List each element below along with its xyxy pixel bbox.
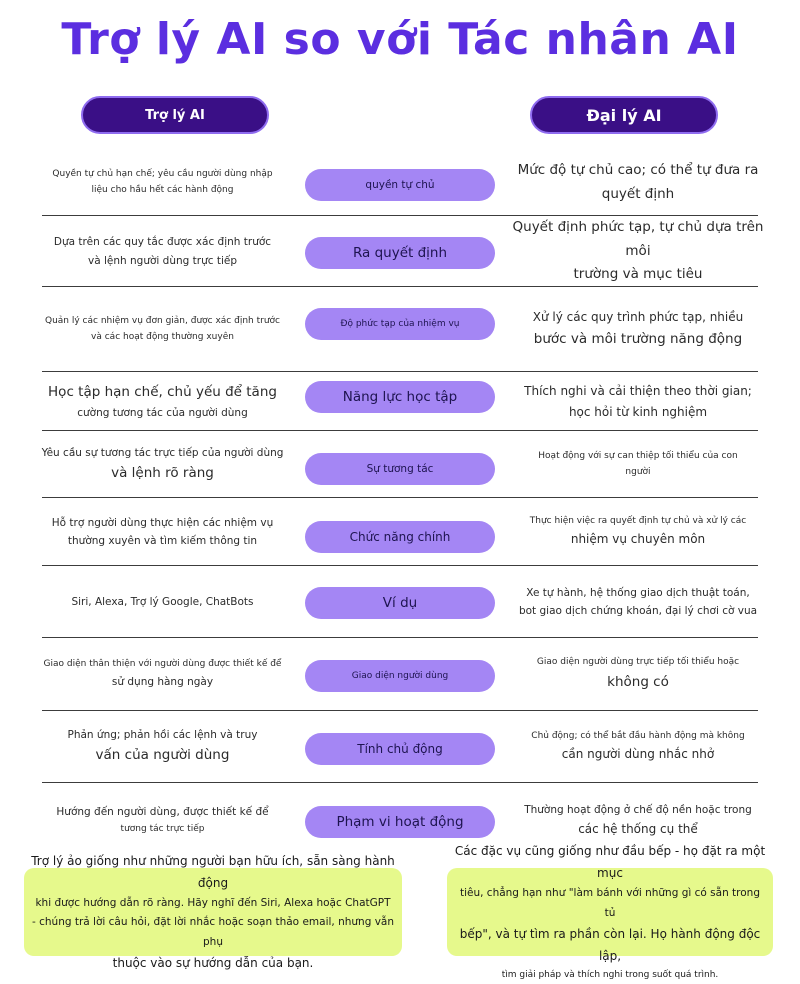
agent-text: nhiệm vụ chuyên môn [570, 532, 706, 547]
assistant-text: vấn của người dùng [95, 747, 230, 764]
agent-cell [506, 638, 770, 711]
category-pill: Tính chủ động [305, 733, 495, 765]
agent-text: Thường hoạt động ở chế độ nền hoặc trong [524, 803, 752, 816]
assistant-cell [40, 372, 285, 431]
agent-text: bot giao dịch chứng khoán, đại lý chơi cờ vua [518, 605, 758, 617]
agent-text: Thực hiện việc ra quyết định tự chủ và xử lý các [529, 515, 747, 526]
assistant-text: thường xuyên và tìm kiếm thông tin [67, 535, 258, 547]
category-pill: Chức năng chính [305, 521, 495, 553]
agent-cell [506, 498, 770, 566]
note-assistant [24, 853, 402, 971]
comparison-row [0, 498, 800, 566]
assistant-text: cường tương tác của người dùng [77, 407, 248, 420]
category-pill: Sự tương tác [305, 453, 495, 485]
note-line: thuộc vào sự hướng dẫn của bạn. [112, 956, 314, 971]
agent-cell [506, 150, 770, 216]
assistant-text: Phản ứng; phản hồi các lệnh và truy [67, 729, 258, 741]
agent-text: quyết định [601, 186, 675, 202]
assistant-cell [40, 287, 285, 372]
assistant-text: Quản lý các nhiệm vụ đơn giản, được xác định trước [45, 315, 280, 326]
note-line: tìm giải pháp và thích nghi trong suốt quá trình. [501, 970, 719, 981]
agent-text: người [625, 466, 651, 477]
agent-cell [506, 216, 770, 287]
assistant-text: và các hoạt động thường xuyên [91, 331, 234, 342]
assistant-cell [40, 498, 285, 566]
agent-text: Chủ động; có thể bắt đầu hành động mà không [531, 730, 745, 741]
assistant-cell [40, 638, 285, 711]
agent-cell [506, 711, 770, 783]
assistant-text: Dựa trên các quy tắc được xác định trước [53, 236, 272, 249]
agent-text: Hoạt động với sự can thiệp tối thiểu của con [538, 450, 738, 461]
assistant-text: sử dụng hàng ngày [111, 676, 214, 689]
agent-text: các hệ thống cụ thể [578, 822, 698, 837]
agent-text: Mức độ tự chủ cao; có thể tự đưa ra [517, 162, 759, 179]
agent-cell [506, 372, 770, 431]
comparison-row [0, 566, 800, 638]
note-agent [447, 843, 773, 981]
agent-cell [506, 566, 770, 638]
note-line: Trợ lý ảo giống như những người bạn hữu ích, sẵn sàng hành động [31, 853, 395, 890]
assistant-cell [40, 711, 285, 783]
assistant-cell [40, 150, 285, 216]
assistant-cell [40, 431, 285, 498]
assistant-text: Quyền tự chủ hạn chế; yêu cầu người dùng nhập [52, 169, 273, 180]
agent-text: cần người dùng nhắc nhở [561, 747, 715, 762]
agent-text: Xử lý các quy trình phức tạp, nhiều [532, 310, 744, 325]
category-pill: quyền tự chủ [305, 169, 495, 201]
category-pill: Giao diện người dùng [305, 660, 495, 692]
comparison-row [0, 711, 800, 783]
category-pill: Độ phức tạp của nhiệm vụ [305, 308, 495, 340]
note-line: tiêu, chẳng hạn như "làm bánh với những gì có sẵn trong tủ [459, 887, 761, 919]
assistant-text: Học tập hạn chế, chủ yếu để tăng [48, 383, 277, 400]
assistant-cell [40, 566, 285, 638]
assistant-text: và lệnh người dùng trực tiếp [88, 254, 237, 267]
note-line: - chúng trả lời câu hỏi, đặt lời nhắc hoặc soạn thảo email, nhưng vẫn phụ [31, 916, 394, 948]
note-line: Các đặc vụ cũng giống như đầu bếp - họ đặt ra một mục [454, 843, 766, 881]
assistant-text: Hướng đến người dùng, được thiết kế để [56, 806, 269, 819]
assistant-text: Siri, Alexa, Trợ lý Google, ChatBots [71, 595, 254, 608]
assistant-text: và lệnh rõ ràng [111, 464, 214, 481]
page-title: Trợ lý AI so với Tác nhân AI [61, 14, 739, 65]
agent-cell [506, 287, 770, 372]
agent-text: Quyết định phức tạp, tự chủ dựa trên môi [512, 219, 764, 259]
comparison-row [0, 287, 800, 372]
comparison-row [0, 638, 800, 711]
assistant-text: liệu cho hầu hết các hành động [91, 185, 234, 195]
category-pill: Phạm vi hoạt động [305, 806, 495, 838]
category-pill: Ra quyết định [305, 237, 495, 269]
assistant-cell [40, 216, 285, 287]
comparison-row [0, 150, 800, 216]
comparison-row [0, 216, 800, 287]
comparison-row [0, 431, 800, 498]
agent-text: Xe tự hành, hệ thống giao dịch thuật toán, [526, 586, 750, 599]
assistant-text: Hỗ trợ người dùng thực hiện các nhiệm vụ [51, 516, 274, 529]
note-line: khi được hướng dẫn rõ ràng. Hãy nghĩ đến Siri, Alexa hoặc ChatGPT [35, 896, 391, 909]
comparison-row [0, 372, 800, 431]
assistant-text: Yêu cầu sự tương tác trực tiếp của người dùng [41, 446, 284, 459]
category-pill: Ví dụ [305, 587, 495, 619]
agent-text: không có [607, 673, 669, 690]
assistant-text: tương tác trực tiếp [120, 823, 205, 834]
agent-text: học hỏi từ kinh nghiệm [568, 404, 708, 419]
category-pill: Năng lực học tập [305, 381, 495, 413]
header-ai-agent: Đại lý AI [530, 96, 718, 134]
assistant-cell [40, 783, 285, 858]
agent-text: bước và môi trường năng động [533, 331, 743, 348]
agent-text: trường và mục tiêu [573, 266, 703, 283]
agent-cell [506, 431, 770, 498]
agent-text: Giao diện người dùng trực tiếp tối thiểu hoặc [536, 656, 740, 667]
assistant-text: Giao diện thân thiện với người dùng được thiết kế để [43, 659, 282, 670]
header-ai-assistant: Trợ lý AI [81, 96, 269, 134]
agent-text: Thích nghi và cải thiện theo thời gian; [524, 383, 752, 398]
note-line: bếp", và tự tìm ra phần còn lại. Họ hành động độc lập, [459, 927, 761, 964]
